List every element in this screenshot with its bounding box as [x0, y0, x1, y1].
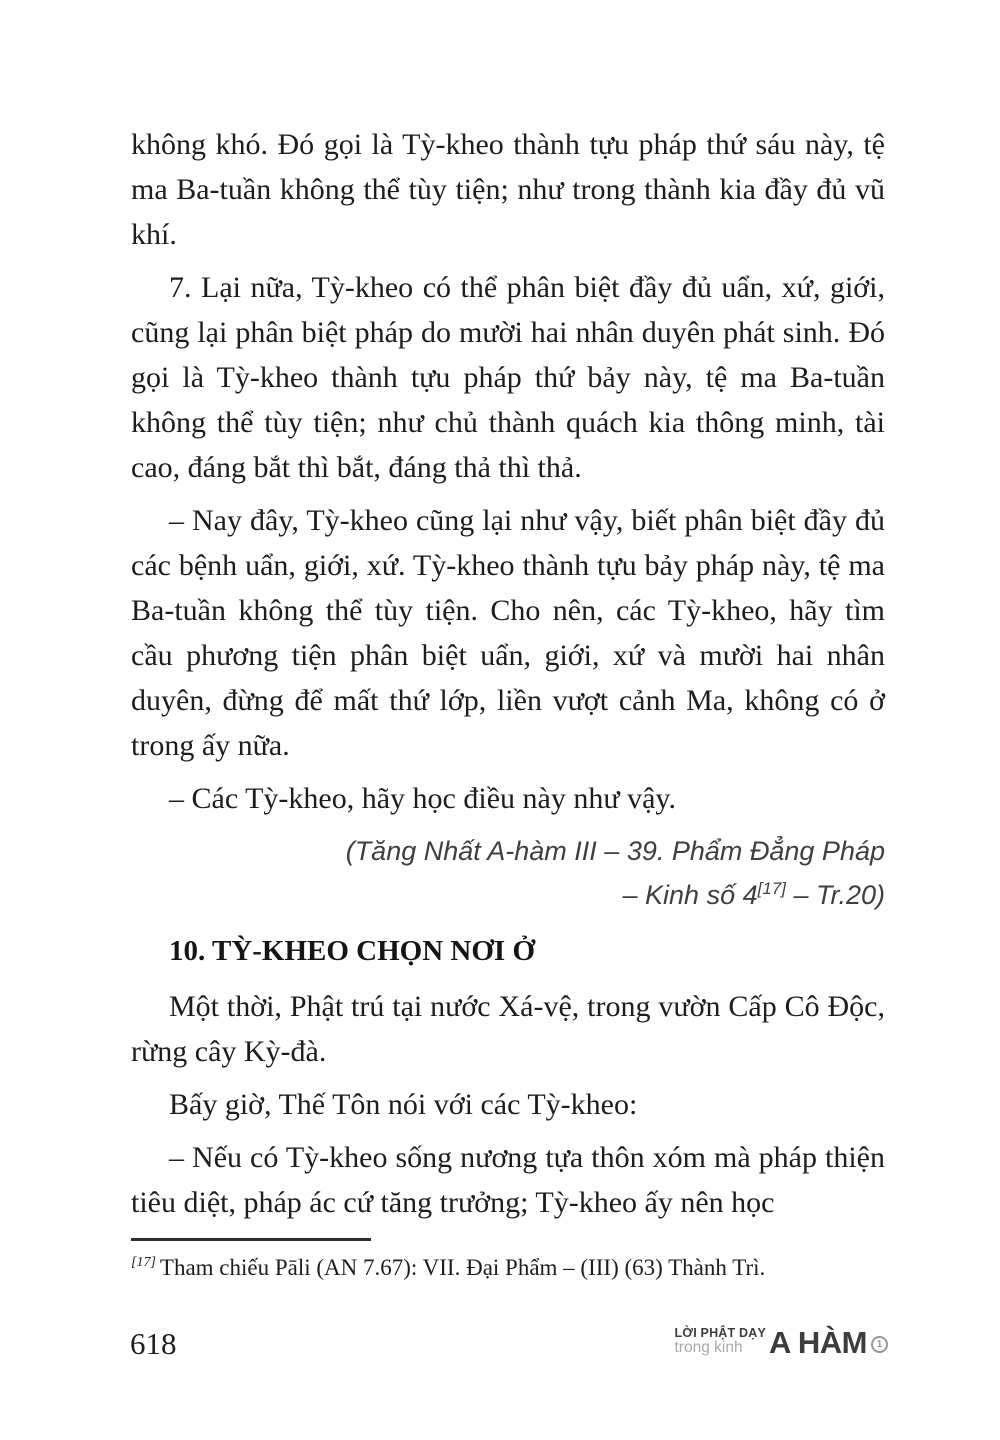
paragraph: – Nay đây, Tỳ-kheo cũng lại như vậy, biết phân biệt đầy đủ các bệnh uẩn, giới, xứ. Tỳ-kheo thành tựu bảy pháp này, tệ ma Ba-tuần không thể tùy tiện. Cho nên, các Tỳ-kheo, hãy tìm cầu phương tiện phân biệt uẩn, giới, xứ và mười hai nhân duyên, đừng để mất thứ lớp, liền vượt cảnh Ma, không có ở trong ấy nữa. [131, 504, 885, 762]
citation-line: – Kinh số 4[17] – Tr.20) [622, 879, 885, 910]
footnote [131, 1238, 885, 1283]
page-content [131, 122, 885, 1233]
paragraph: – Các Tỳ-kheo, hãy học điều này như vậy. [169, 782, 676, 815]
footnote-divider [131, 1238, 371, 1241]
publisher-logo [674, 1325, 889, 1360]
logo-tagline-top: LỜI PHẬT DẠY [674, 1326, 767, 1340]
footnote-text: [17] Tham chiếu Pāli (AN 7.67): VII. Đại Phẩm – (III) (63) Thành Trì. [131, 1255, 766, 1280]
footnote-marker: [17] [131, 1255, 156, 1271]
sutra-citation [131, 829, 885, 917]
paragraph: Một thời, Phật trú tại nước Xá-vệ, trong vườn Cấp Cô Độc, rừng cây Kỳ-đà. [131, 990, 885, 1068]
paragraph: Bấy giờ, Thế Tôn nói với các Tỳ-kheo: [169, 1088, 638, 1121]
logo-tagline-bottom: trong kinh [674, 1339, 743, 1356]
volume-badge-icon: 1 [871, 1336, 888, 1353]
citation-line: (Tăng Nhất A-hàm III – 39. Phẩm Đẳng Pháp [345, 836, 885, 866]
paragraph-continuation: không khó. Đó gọi là Tỳ-kheo thành tựu pháp thứ sáu này, tệ ma Ba-tuần không thể tùy tiện; như trong thành kia đầy đủ vũ khí. [131, 128, 885, 251]
section-heading: 10. TỲ-KHEO CHỌN NƠI Ở [169, 935, 536, 967]
page-number: 618 [130, 1326, 177, 1361]
footnote-reference: [17] [757, 879, 786, 898]
paragraph: 7. Lại nữa, Tỳ-kheo có thể phân biệt đầy đủ uẩn, xứ, giới, cũng lại phân biệt pháp do mười hai nhân duyên phát sinh. Đó gọi là Tỳ-kheo thành tựu pháp thứ bảy này, tệ ma Ba-tuần không thể tùy tiện; như chủ thành quách kia thông minh, tài cao, đáng bắt thì bắt, đáng thả thì thả. [131, 271, 885, 484]
paragraph: – Nếu có Tỳ-kheo sống nương tựa thôn xóm mà pháp thiện tiêu diệt, pháp ác cứ tăng trưởng; Tỳ-kheo ấy nên học [131, 1141, 885, 1219]
logo-title: A HÀM [769, 1325, 867, 1360]
